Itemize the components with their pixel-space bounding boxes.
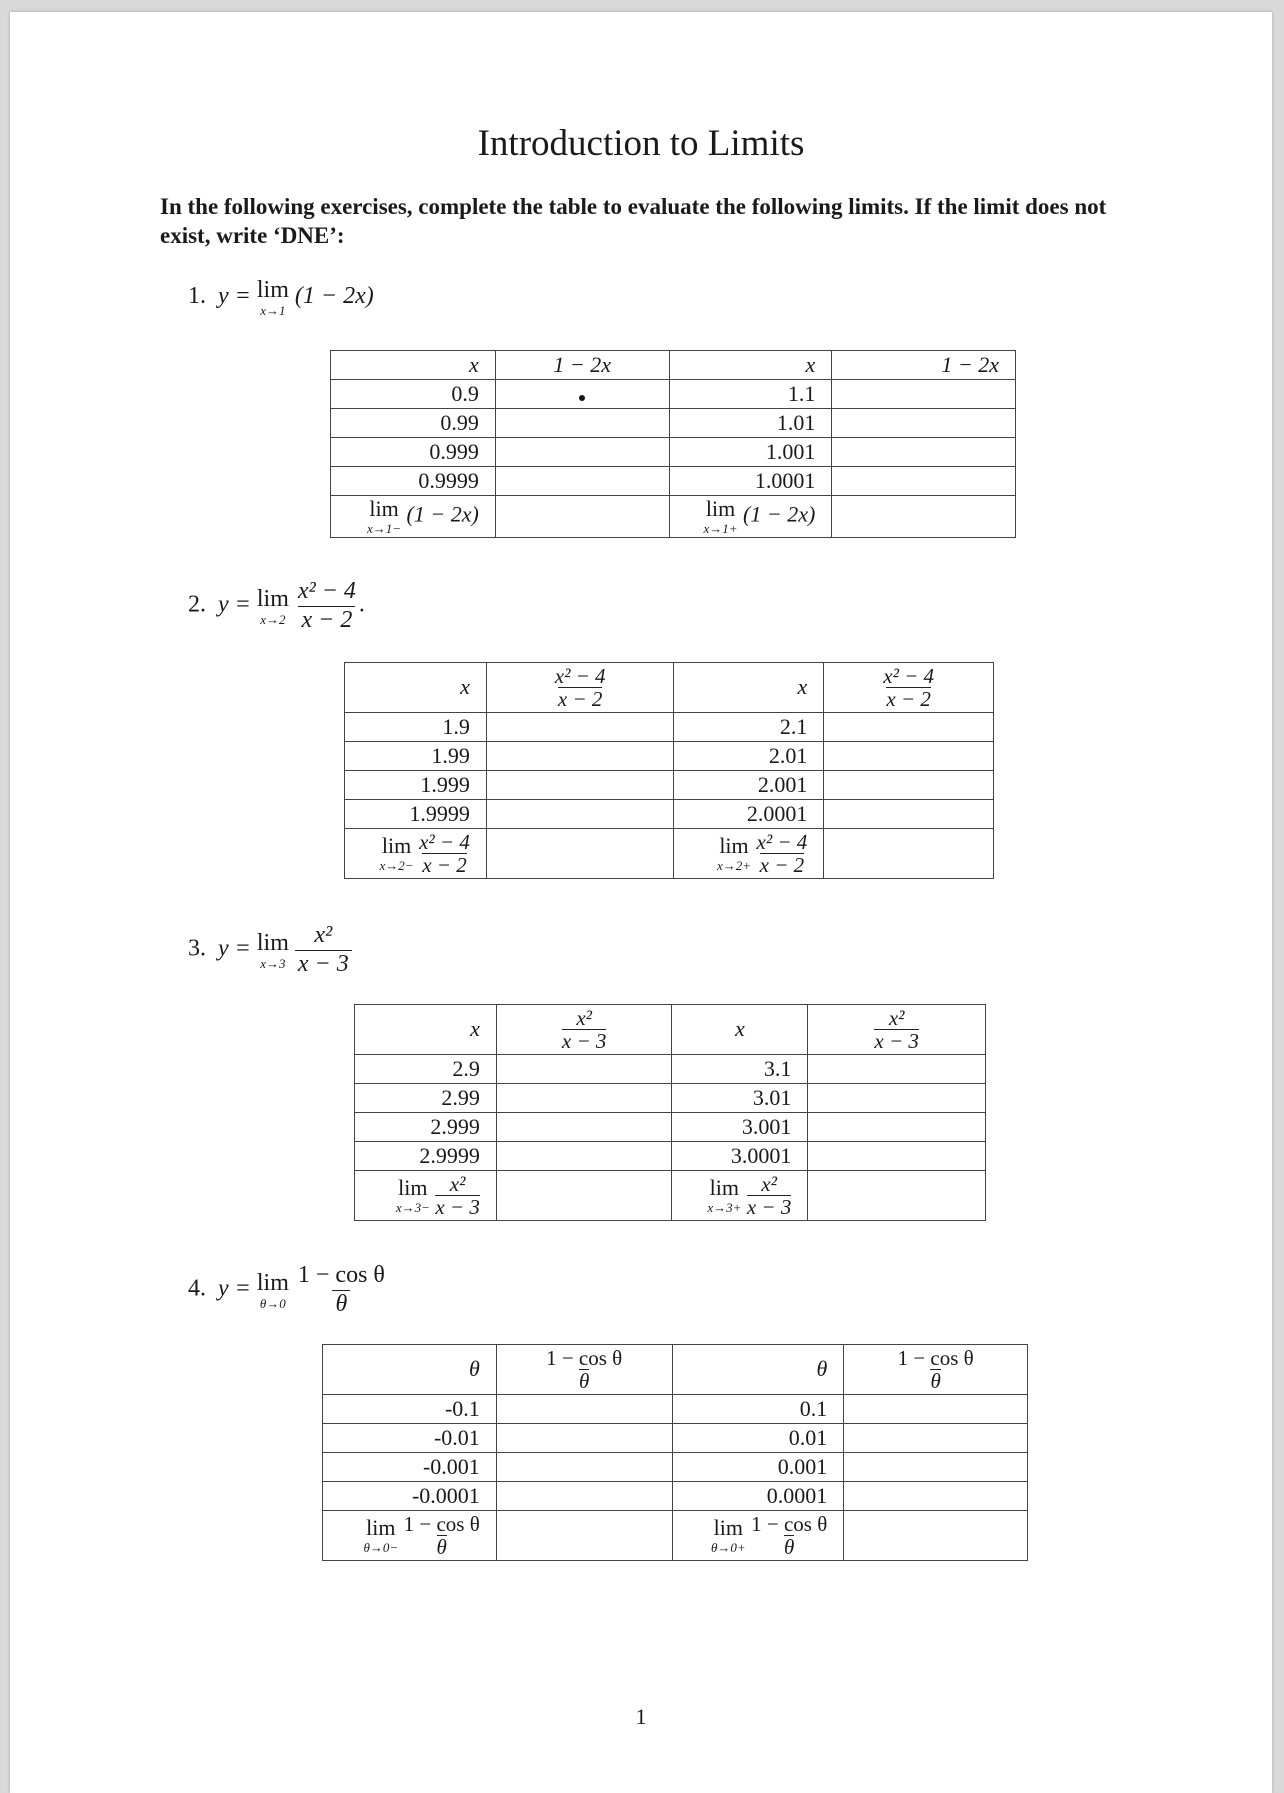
problem-number: 3. (188, 935, 206, 962)
left-x-value: 2.9 (355, 1055, 497, 1084)
header-f-left: 1 − 2x (495, 351, 669, 380)
header-f-right: $\frac{\text{x² − 4}}{x - 2}$ (824, 663, 994, 713)
left-x-value: 0.9 (331, 380, 496, 409)
problem-number: 1. (188, 283, 206, 310)
header-f-right: 1 − 2x (832, 351, 1016, 380)
problem-2-statement (188, 578, 365, 634)
left-x-value: 1.9 (345, 713, 487, 742)
problem-number: 2. (188, 591, 206, 618)
lim-approach: x→1 (260, 303, 286, 318)
answer-cell[interactable] (808, 1142, 986, 1171)
lim-approach: θ→0 (259, 1295, 286, 1311)
left-x-value: 1.999 (345, 771, 487, 800)
right-x-value: 2.01 (674, 742, 824, 771)
answer-cell[interactable] (808, 1084, 986, 1113)
right-limit-label: lim θ→0+ $\frac{\text{1 − cos θ}}{\theta}$ (672, 1511, 844, 1561)
right-x-value: 3.01 (672, 1084, 808, 1113)
document-page (10, 12, 1272, 1793)
limit-expression: (1 − 2x) (294, 283, 374, 310)
answer-cell[interactable] (496, 1113, 672, 1142)
answer-cell[interactable] (496, 1142, 672, 1171)
problem-1-statement (188, 278, 374, 317)
lim-word: lim (256, 585, 289, 612)
right-x-value: 1.01 (669, 409, 832, 438)
lhs: y = (218, 283, 251, 310)
fraction: $\frac{\text{1 − cos θ}}{\theta}$ (297, 1262, 385, 1317)
answer-cell[interactable] (496, 1511, 672, 1561)
right-x-value: 0.1 (672, 1395, 844, 1424)
lim-approach: x→2 (260, 611, 286, 627)
right-x-value: 3.0001 (672, 1142, 808, 1171)
header-x-right: θ (672, 1345, 844, 1395)
header-x-right: x (674, 663, 824, 713)
answer-cell[interactable] (496, 1424, 672, 1453)
right-x-value: 1.001 (669, 438, 832, 467)
problem-number: 4. (188, 1275, 206, 1302)
fraction: $\frac{\text{x² − 4}}{x - 2}$ (297, 578, 356, 633)
problem-3-statement (188, 922, 352, 978)
fraction: $\frac{\text{x²}}{x - 3}$ (295, 922, 352, 978)
left-limit-label: lim θ→0− $\frac{\text{1 − cos θ}}{\theta}$ (323, 1511, 497, 1561)
problem-2-table (344, 662, 994, 879)
answer-cell[interactable] (486, 742, 674, 771)
header-x-right: x (672, 1005, 808, 1055)
problem-3-table (354, 1004, 986, 1221)
answer-cell[interactable] (832, 380, 1016, 409)
header-f-left: $\frac{\text{x² − 4}}{x - 2}$ (486, 663, 674, 713)
answer-cell[interactable] (832, 467, 1016, 496)
answer-cell[interactable] (844, 1511, 1028, 1561)
right-limit-label: lim x→3+ $\frac{\text{x²}}{x - 3}$ (672, 1171, 808, 1221)
left-x-value: 0.99 (331, 409, 496, 438)
header-f-right: $\frac{\text{1 − cos θ}}{\theta}$ (844, 1345, 1028, 1395)
answer-cell[interactable] (496, 1395, 672, 1424)
right-x-value: 0.01 (672, 1424, 844, 1453)
right-x-value: 2.001 (674, 771, 824, 800)
header-f-right: $\frac{\text{x²}}{x - 3}$ (808, 1005, 986, 1055)
left-limit-label: lim x→3− $\frac{\text{x²}}{x - 3}$ (355, 1171, 497, 1221)
page-title: Introduction to Limits (477, 123, 805, 164)
answer-cell[interactable] (496, 1084, 672, 1113)
answer-cell[interactable] (808, 1113, 986, 1142)
answer-cell[interactable] (832, 409, 1016, 438)
answer-cell[interactable] (496, 1055, 672, 1084)
right-x-value: 0.001 (672, 1453, 844, 1482)
left-x-value: -0.0001 (323, 1482, 497, 1511)
header-x-left: x (331, 351, 496, 380)
answer-cell[interactable] (486, 800, 674, 829)
problem-4-statement (188, 1262, 388, 1318)
right-x-value: 2.0001 (674, 800, 824, 829)
answer-cell[interactable] (495, 496, 669, 538)
right-limit-label: lim x→1+ (1 − 2x) (669, 496, 832, 538)
left-x-value: 1.9999 (345, 800, 487, 829)
lhs: y = (218, 591, 251, 618)
right-x-value: 1.0001 (669, 467, 832, 496)
header-x-left: x (355, 1005, 497, 1055)
right-x-value: 3.1 (672, 1055, 808, 1084)
dot-mark (579, 395, 585, 401)
answer-cell[interactable] (844, 1424, 1028, 1453)
answer-cell[interactable] (808, 1171, 986, 1221)
answer-cell[interactable] (824, 771, 994, 800)
left-x-value: 0.9999 (331, 467, 496, 496)
left-x-value: -0.001 (323, 1453, 497, 1482)
left-x-value: 1.99 (345, 742, 487, 771)
left-x-value: -0.1 (323, 1395, 497, 1424)
answer-cell[interactable] (486, 829, 674, 879)
answer-cell[interactable] (496, 1171, 672, 1221)
answer-cell[interactable] (808, 1055, 986, 1084)
problem-1-table (330, 350, 1016, 538)
lim-approach: x→3 (260, 955, 286, 971)
answer-cell[interactable] (844, 1453, 1028, 1482)
right-x-value: 3.001 (672, 1113, 808, 1142)
answer-cell[interactable] (824, 800, 994, 829)
answer-cell[interactable] (495, 380, 669, 409)
answer-cell[interactable] (495, 409, 669, 438)
lim-word: lim (256, 277, 289, 303)
header-x-left: x (345, 663, 487, 713)
answer-cell[interactable] (486, 713, 674, 742)
left-x-value: -0.01 (323, 1424, 497, 1453)
answer-cell[interactable] (824, 829, 994, 879)
answer-cell[interactable] (495, 438, 669, 467)
answer-cell[interactable] (495, 467, 669, 496)
header-f-left: $\frac{\text{1 − cos θ}}{\theta}$ (496, 1345, 672, 1395)
left-x-value: 2.99 (355, 1084, 497, 1113)
lhs: y = (218, 1275, 251, 1302)
problem-4-table (322, 1344, 1028, 1561)
left-x-value: 2.999 (355, 1113, 497, 1142)
answer-cell[interactable] (844, 1395, 1028, 1424)
trailing-period: . (358, 591, 365, 618)
left-limit-label: lim x→2− $\frac{\text{x² − 4}}{x - 2}$ (345, 829, 487, 879)
instructions: In the following exercises, complete the table to evaluate the following limits. If the limit does not exist, write ‘DNE’: (160, 194, 1107, 248)
answer-cell[interactable] (832, 496, 1016, 538)
lhs: y = (218, 935, 251, 962)
answer-cell[interactable] (496, 1482, 672, 1511)
left-x-value: 2.9999 (355, 1142, 497, 1171)
answer-cell[interactable] (824, 713, 994, 742)
answer-cell[interactable] (496, 1453, 672, 1482)
page-number: 1 (635, 1704, 647, 1729)
lim-word: lim (256, 929, 289, 956)
answer-cell[interactable] (844, 1482, 1028, 1511)
lim-word: lim (256, 1269, 289, 1296)
right-x-value: 2.1 (674, 713, 824, 742)
right-limit-label: lim x→2+ $\frac{\text{x² − 4}}{x - 2}$ (674, 829, 824, 879)
right-x-value: 0.0001 (672, 1482, 844, 1511)
answer-cell[interactable] (824, 742, 994, 771)
right-x-value: 1.1 (669, 380, 832, 409)
header-f-left: $\frac{\text{x²}}{x - 3}$ (496, 1005, 672, 1055)
header-x-right: x (669, 351, 832, 380)
left-x-value: 0.999 (331, 438, 496, 467)
answer-cell[interactable] (486, 771, 674, 800)
header-x-left: θ (323, 1345, 497, 1395)
left-limit-label: lim x→1− (1 − 2x) (331, 496, 496, 538)
answer-cell[interactable] (832, 438, 1016, 467)
